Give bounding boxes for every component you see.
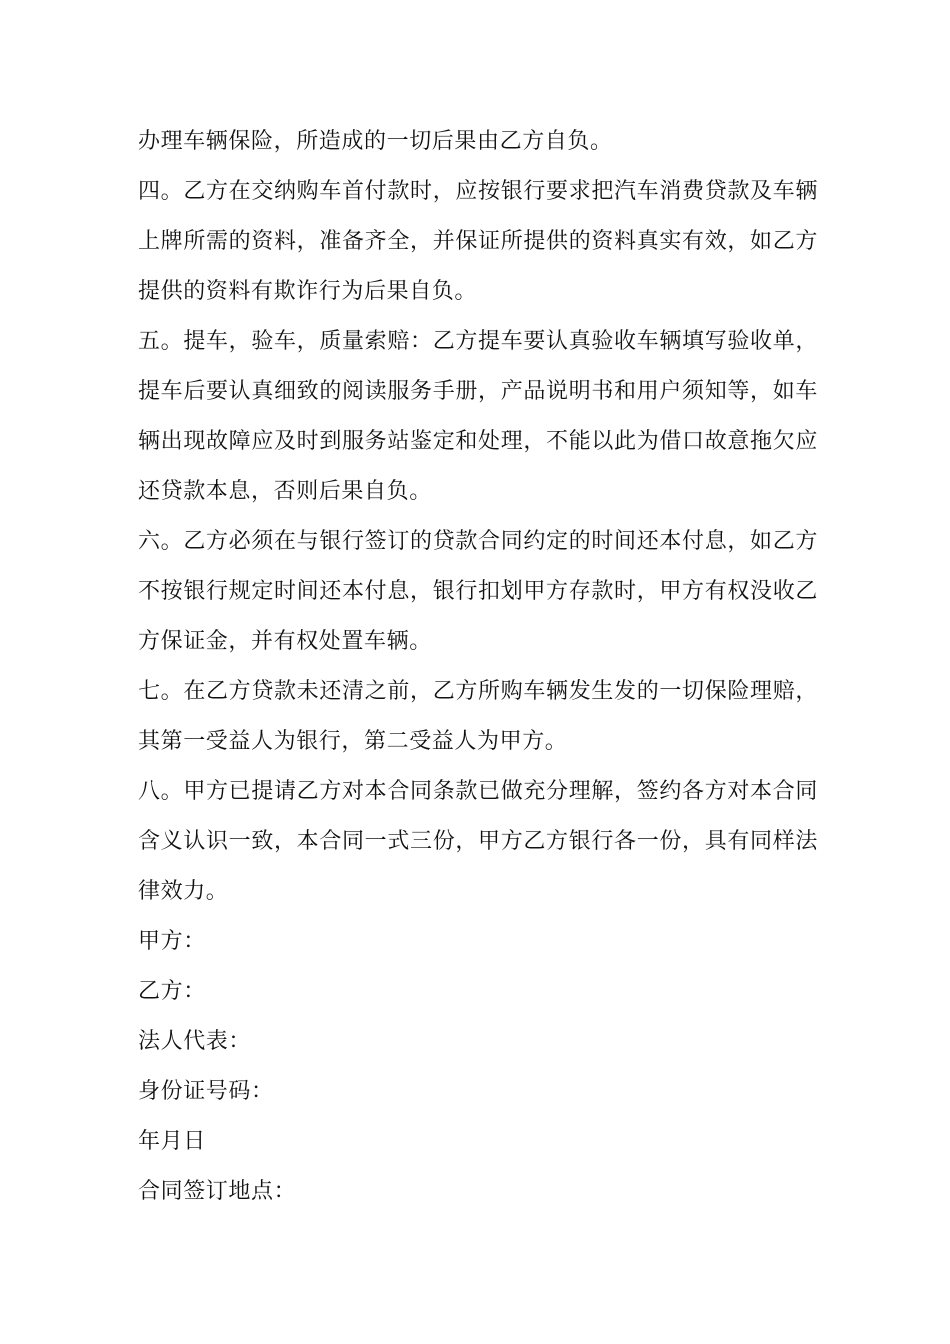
clause-six: 六。乙方必须在与银行签订的贷款合同约定的时间还本付息，如乙方不按银行规定时间还本付息，银行扣划甲方存款时，甲方有权没收乙方保证金，并有权处置车辆。	[138, 529, 818, 654]
date-label: 年月日	[138, 1129, 206, 1154]
clause-eight: 八。甲方已提请乙方对本合同条款已做充分理解，签约各方对本合同含义认识一致，本合同一式三份，甲方乙方银行各一份，具有同样法律效力。	[138, 779, 818, 904]
clause-seven: 七。在乙方贷款未还清之前，乙方所购车辆发生发的一切保险理赔，其第一受益人为银行，第二受益人为甲方。	[138, 679, 818, 754]
clause-five: 五。提车，验车，质量索赔：乙方提车要认真验收车辆填写验收单，提车后要认真细致的阅读服务手册，产品说明书和用户须知等，如车辆出现故障应及时到服务站鉴定和处理，不能以此为借口故意拖欠应还贷款本息，否则后果自负。	[138, 329, 818, 504]
party-b-label: 乙方：	[138, 979, 206, 1004]
legal-representative-label: 法人代表：	[138, 1029, 252, 1054]
contract-body	[138, 117, 818, 1217]
clause-four: 四。乙方在交纳购车首付款时，应按银行要求把汽车消费贷款及车辆上牌所需的资料，准备齐全，并保证所提供的资料真实有效，如乙方提供的资料有欺诈行为后果自负。	[138, 179, 818, 304]
party-a-label: 甲方：	[138, 929, 206, 954]
id-number-label: 身份证号码：	[138, 1079, 274, 1104]
signature-block	[138, 917, 818, 1217]
signing-place-label: 合同签订地点：	[138, 1179, 297, 1204]
paragraph-insurance-continuation: 办理车辆保险，所造成的一切后果由乙方自负。	[138, 129, 613, 154]
